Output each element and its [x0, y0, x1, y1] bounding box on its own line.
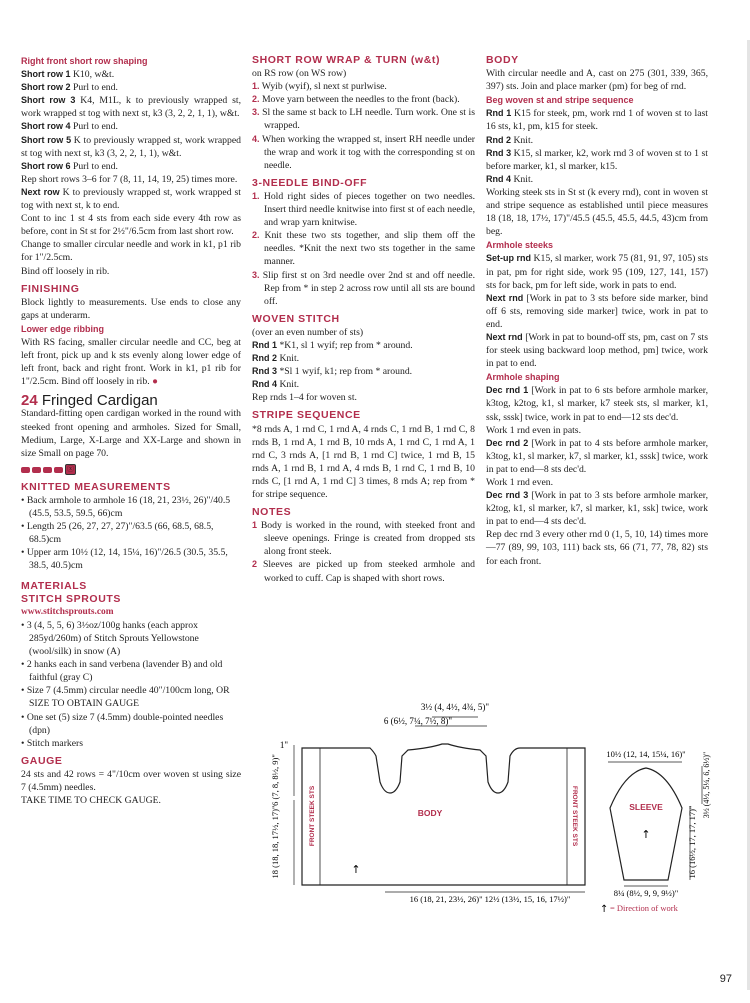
measurements-heading: KNITTED MEASUREMENTS	[21, 480, 171, 493]
rf-row-3: Short row 3 K4, M1L, k to previously wrapped st, work wrapped st tog with next st, k3 (3, 2, 2, 1, 1), w&t.	[21, 95, 241, 120]
woven-sub: (over an even number of sts)	[252, 326, 364, 338]
tnbo-step: 2. Knit these two sts together, and slip them off the needles. *Knit the next two sts together in the same manner.	[252, 230, 475, 268]
rf-row-1: Short row 1 K10, w&t.	[21, 69, 115, 81]
beg-heading: Beg woven st and stripe sequence	[486, 95, 634, 106]
body-heading: BODY	[486, 54, 519, 66]
rf-para-2: Cont to inc 1 st 4 sts from each side every 4th row as before, cont in St st for 2½"/6.5cm from last short row.	[21, 213, 241, 238]
measurement-item: • Upper arm 10½ (12, 14, 15¼, 16)"/26.5 (30.5, 35.5, 38.5, 40.5)cm	[21, 547, 228, 572]
beg-rnd: Rnd 1 K15 for steek, pm, work rnd 1 of woven st to last 16 sts, k1, pm, k15 for steek.	[486, 108, 708, 133]
sleeve-outline	[610, 768, 682, 880]
tnbo-heading: 3-NEEDLE BIND-OFF	[252, 176, 368, 189]
skill-dot	[21, 467, 30, 473]
woven-rep: Rep rnds 1–4 for woven st.	[252, 392, 357, 404]
stripe-heading: STRIPE SEQUENCE	[252, 409, 361, 422]
schematic	[250, 690, 720, 920]
ash-rnd: Dec rnd 3 [Work in pat to 3 sts before armhole marker, k2tog, k1, sl marker, k7, sl marker, k1, ssk] twice, work in pat to end—4 sts dec'd.	[486, 490, 708, 528]
body-outline	[302, 744, 585, 885]
arm-rnd: Next rnd [Work in pat to bound-off sts, pm, cast on 7 sts for steek using backward loop method, pm] twice, work in pat to end.	[486, 331, 708, 370]
column-3	[486, 54, 708, 568]
beg-rnd: Rnd 4 Knit.	[486, 173, 534, 185]
tnbo-step: 3. Slip first st on 3rd needle over 2nd st and off needle. Rep from * in step 2 across row until all sts are bound off.	[252, 269, 476, 307]
measurement-item: • Back armhole to armhole 16 (18, 21, 23½, 26)"/40.5 (45.5, 53.5, 59.5, 66)cm	[21, 495, 231, 520]
lower-edge-heading: Lower edge ribbing	[21, 323, 105, 334]
sleeve-cap-measure: 3½ (4½, 5¼, 6, 6½)"	[702, 751, 711, 819]
rf-next-row: Next row K to previously wrapped st, work wrapped st tog with next st, k to end.	[21, 186, 241, 212]
rf-para-3: Change to smaller circular needle and work in k1, p1 rib for 1"/2.5cm.	[21, 239, 241, 264]
materials-url[interactable]: www.stitchsprouts.com	[21, 606, 114, 617]
skill-dot	[32, 467, 41, 473]
gauge-text: 24 sts and 42 rows = 4"/10cm over woven st using size 7 (4.5mm) needles.	[21, 768, 241, 793]
materials-heading: MATERIALS	[21, 579, 87, 592]
rf-row-4: Short row 4 Purl to end.	[21, 121, 118, 133]
rf-row-2: Short row 2 Purl to end.	[21, 82, 118, 94]
srwt-step: 4. When working the wrapped st, insert RH needle under the wrap and work it tog with the corresponding st on needle.	[252, 133, 476, 171]
top-measure-2: 6 (6½, 7¼, 7½, 8)"	[383, 716, 453, 726]
material-item: • 2 hanks each in sand verbena (lavender B) and old faithful (gray C)	[21, 659, 223, 684]
column-2	[252, 54, 475, 585]
srwt-step: 1. Wyib (wyif), sl next st purlwise.	[252, 81, 387, 93]
finishing-text: Block lightly to measurements. Use ends to close any gaps at underarm.	[21, 296, 241, 321]
srwt-step: 2. Move yarn between the needles to the front (back).	[252, 94, 460, 106]
srwt-step: 3. Sl the same st back to LH needle. Turn work. One st is wrapped.	[252, 107, 475, 132]
skill-dot	[54, 467, 63, 473]
woven-rnd: Rnd 1 *K1, sl 1 wyif; rep from * around.	[252, 339, 413, 351]
front-steek-left: FRONT STEEK STS	[309, 785, 316, 847]
rf-para-4: Bind off loosely in rib.	[21, 265, 110, 277]
material-item: • Size 7 (4.5mm) circular needle 40"/100cm long, OR SIZE TO OBTAIN GAUGE	[21, 685, 230, 710]
beg-rnd: Rnd 2 Knit.	[486, 134, 534, 146]
material-item: • One set (5) size 7 (4.5mm) double-pointed needles (dpn)	[21, 711, 224, 736]
tnbo-step: 1. Hold right sides of pieces together on two needles. Insert third needle knitwise into first st of each needle, and wrap yarn knitwise.	[252, 190, 476, 229]
note-item: 1 Body is worked in the round, with steeked front and sleeve openings. Fringe is created from dropped sts along front steek.	[252, 520, 476, 558]
skill-level	[21, 463, 241, 476]
gauge-heading: GAUGE	[21, 754, 63, 767]
body-text: With circular needle and A, cast on 275 (301, 339, 365, 397) sts. Join and place marker (pm) for beg of rnd.	[486, 68, 708, 93]
ash-rnd: Dec rnd 1 [Work in pat to 6 sts before armhole marker, k3tog, k2tog, k1, sl marker, k7 steek sts, sl marker, k1, ssk, sssk] twice, work in pat to end—12 sts dec'd.	[486, 385, 708, 423]
page-number: 97	[719, 973, 732, 985]
legend-text: = Direction of work	[610, 903, 678, 913]
ash-rnd: Work 1 rnd even in pats.	[486, 424, 581, 436]
rf-row-5: Short row 5 K to previously wrapped st, work wrapped st tog with next st, k3 (3, 2, 2, 1, 1), w&t.	[21, 134, 241, 159]
materials-brand: STITCH SPROUTS	[21, 592, 121, 605]
measurement-item: • Length 25 (26, 27, 27, 27)"/63.5 (66, 68.5, 68.5, 68.5)cm	[21, 521, 214, 546]
skill-dot	[43, 467, 52, 473]
note-item: 2 Sleeves are picked up from steeked armhole and worked to cuff. Cap is shaped with short rows.	[252, 559, 475, 584]
end-mark: ●	[152, 376, 158, 388]
woven-heading: WOVEN STITCH	[252, 312, 340, 325]
arm-rnd: Set-up rnd K15, sl marker, work 75 (81, 91, 97, 105) sts in pat, pm for right side, work 95 (109, 127, 141, 157) sts for back, pm for left side, work in pats to end.	[486, 253, 709, 291]
front-steek-right: FRONT STEEK STS	[571, 785, 578, 847]
ash-rnd: Work 1 rnd even.	[486, 477, 554, 488]
pattern-intro: Standard-fitting open cardigan worked in the round with steeked front opening and armholes. Sized for Small, Medium, Large, X-Large and XX-Large and shown in size Small on page 70.	[21, 408, 241, 459]
sleeve-label: SLEEVE	[629, 802, 663, 812]
sleeve-length-measure: 16 (16½, 17, 17, 17)"	[687, 805, 697, 879]
rf-row-6: Short row 6 Purl to end.	[21, 160, 118, 172]
notes-heading: NOTES	[252, 506, 292, 519]
direction-arrow-icon: ↑	[641, 828, 651, 841]
beg-rnd: Rnd 3 K15, sl marker, k2, work rnd 3 of woven st to 1 st before marker, k1, sl marker, k15.	[486, 147, 708, 172]
legend-arrow-icon: ↑	[600, 904, 609, 915]
ash-text: Rep dec rnd 3 every other rnd 0 (1, 5, 10, 14) times more—77 (89, 99, 103, 111) back sts, 66 (71, 77, 78, 82) sts for each front.	[486, 529, 708, 567]
yarn-ball-icon: ⓧ	[67, 465, 74, 474]
left-lower-measure: 18 (18, 18, 17½, 17)"	[270, 805, 280, 879]
direction-arrow-icon: ↑	[351, 863, 361, 876]
lower-edge-text: With RS facing, smaller circular needle and CC, beg at left front, pick up and k sts evenly along lower edge of left front, back and right front. Work in k1, p1 rib for 1"/2.5cm. Bind off loosely in rib. ●	[21, 336, 241, 388]
small-measure: 1"	[279, 740, 288, 750]
left-upper-measure: 6 (7, 8, 8½, 9)"	[270, 754, 280, 806]
material-item: • Stitch markers	[21, 737, 84, 749]
rf-title: Right front short row shaping	[21, 56, 148, 66]
srwt-sub: on RS row (on WS row)	[252, 68, 347, 80]
srwt-heading: SHORT ROW WRAP & TURN (w&t)	[252, 54, 441, 66]
armhole-steeks-heading: Armhole steeks	[486, 240, 554, 251]
armhole-shaping-heading: Armhole shaping	[486, 372, 560, 383]
woven-rnd: Rnd 4 Knit.	[252, 379, 300, 391]
sleeve-top-measure: 10½ (12, 14, 15¼, 16)"	[606, 749, 686, 759]
ash-rnd: Dec rnd 2 [Work in pat to 4 sts before armhole marker, k3tog, k1, sl marker, k7, sl marker, k1, sssk] twice, work in pat to end—8 sts dec'd.	[486, 437, 708, 475]
finishing-heading: FINISHING	[21, 282, 80, 295]
beg-text: Working steek sts in St st (k every rnd), cont in woven st and stripe sequence as established until piece measures 18 (18, 18, 17½, 17)"/45.5 (45.5, 45.5, 44.5, 43)cm from beg.	[486, 186, 708, 238]
body-label: BODY	[417, 808, 443, 818]
top-measure-1: 3½ (4, 4½, 4¾, 5)"	[420, 702, 490, 712]
bottom-measure: 16 (18, 21, 23½, 26)" 12½ (13½, 15, 16, 17½)"	[409, 894, 571, 904]
woven-rnd: Rnd 2 Knit.	[252, 353, 300, 365]
material-item: • 3 (4, 5, 5, 6) 3½oz/100g hanks (each approx 285yd/260m) of Stitch Sprouts Yellowstone (wool/silk) in snow (A)	[21, 619, 199, 658]
sleeve-bottom-measure: 8¼ (8½, 9, 9, 9½)"	[613, 888, 679, 898]
gauge-note: TAKE TIME TO CHECK GAUGE.	[21, 795, 161, 807]
pattern-title: 24 Fringed Cardigan	[21, 392, 158, 410]
rf-para-1: Rep short rows 3–6 for 7 (8, 11, 14, 19, 25) times more.	[21, 173, 238, 185]
stripe-text: *8 rnds A, 1 rnd C, 1 rnd A, 4 rnds C, 1 rnd B, 1 rnd C, 8 rnds B, 1 rnd A, 1 rnd B, 10 rnds A, 1 rnd C, 1 rnd A, 1 rnd C, 3 rnds A, [1 rnd B, 1 rnd C] twice, 1 rnd B, 15 rnds A, 1 rnd B, 1 rnd A, 4 rnds B, 1 rnd C, 1 rnd B, 10 rnds C, [1 rnd A, 1 rnd C] 3 times, 8 rnds A; rep from * for stripe sequence.	[252, 423, 475, 500]
column-1	[21, 54, 241, 807]
arm-rnd: Next rnd [Work in pat to 3 sts before side marker, bind off 6 sts, removing side marker] twice, work in pat to end.	[486, 292, 708, 330]
woven-rnd: Rnd 3 *Sl 1 wyif, k1; rep from * around.	[252, 366, 413, 378]
